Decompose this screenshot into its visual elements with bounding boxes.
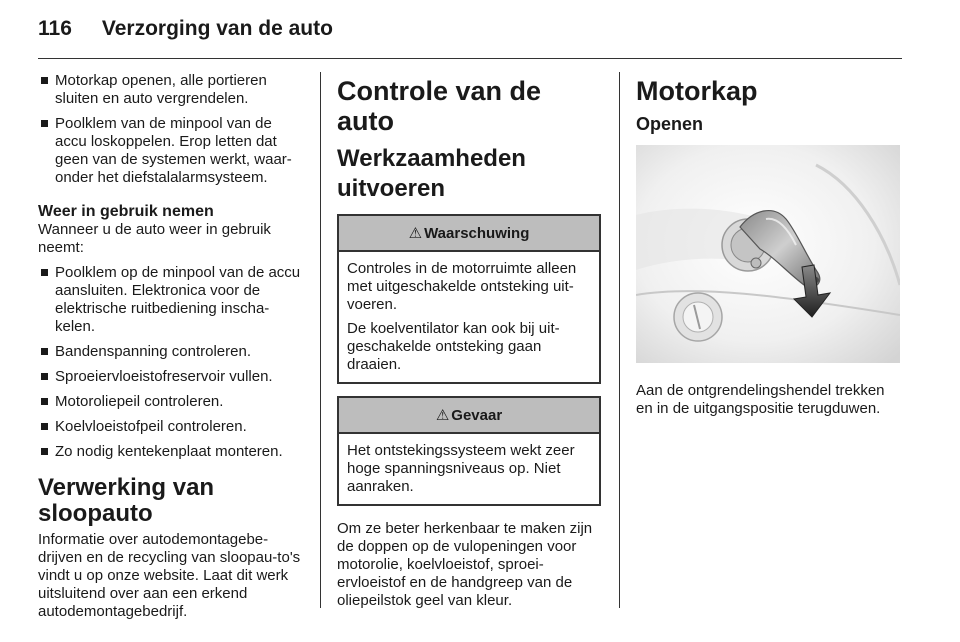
list-item: Motoroliepeil controleren.: [38, 393, 304, 411]
list-item: Poolklem op de minpool van de accu aansluiten. Elektronica voor de elektrische ruitbediening inscha-kelen.: [38, 264, 304, 336]
reuse-intro: Wanneer u de auto weer in gebruik neemt:: [38, 221, 271, 256]
warning-icon: ⚠: [435, 407, 450, 424]
header-rule: [38, 58, 902, 59]
warning-text: Controles in de motorruimte alleen met uitgeschakelde ontsteking uit-voeren.: [347, 260, 577, 313]
column-divider: [619, 72, 620, 608]
column-right: [636, 72, 902, 418]
list-item: Poolklem van de minpool van de accu loskoppelen. Erop letten dat geen van de systemen werkt, waar-onder het diefstalalarmsysteem.: [38, 115, 304, 187]
warning-text: De koelventilator kan ook bij uit-geschakelde ontsteking gaan draaien.: [347, 320, 560, 373]
section-subtitle: Werkzaamheden uitvoeren: [337, 145, 526, 202]
scrap-text: Informatie over autodemontagebe-drijven en de recycling van sloopau-to's vindt u op onze website. Laat dit werk uitsluitend over aan een erkend autodemontagebedrijf.: [38, 531, 301, 620]
section-heading-reuse: Weer in gebruik nemen: [38, 203, 214, 220]
warning-icon: ⚠: [408, 225, 423, 242]
list-item: Motorkap openen, alle portieren sluiten en auto vergrendelen.: [38, 72, 304, 108]
list-item: Bandenspanning controleren.: [38, 343, 304, 361]
column-divider: [320, 72, 321, 608]
warning-label: Waarschuwing: [424, 224, 530, 242]
figure-caption: Aan de ontgrendelingshendel trekken en in de uitgangspositie terugduwen.: [636, 382, 885, 417]
column-left: [38, 72, 304, 621]
section-heading-scrap: Verwerking van sloopauto: [38, 474, 215, 527]
section-title: Controle van de auto: [337, 76, 542, 136]
warning-header: [339, 216, 599, 252]
danger-box: [337, 396, 601, 506]
hood-release-illustration: [636, 145, 900, 363]
page-header: [38, 17, 333, 47]
section-subtitle: Openen: [636, 114, 704, 134]
body-text: Om ze beter herkenbaar te maken zijn de doppen op de vulopeningen voor motorolie, koelvloeistof, sproei-ervloeistof en de handgreep van de oliepeilstok geel van kleur.: [337, 520, 593, 609]
list-item: Koelvloeistofpeil controleren.: [38, 418, 304, 436]
danger-header: [339, 398, 599, 434]
list-item: Sproeiervloeistofreservoir vullen.: [38, 368, 304, 386]
danger-text: Het ontstekingssysteem wekt zeer hoge spanningsniveaus op. Niet aanraken.: [347, 442, 575, 495]
section-title: Motorkap: [636, 76, 758, 106]
column-middle: [337, 72, 601, 610]
danger-label: Gevaar: [451, 406, 503, 424]
list-item: Zo nodig kentekenplaat monteren.: [38, 443, 304, 461]
warning-box: [337, 214, 601, 384]
page-number: 116: [38, 17, 72, 40]
chapter-title: Verzorging van de auto: [101, 17, 333, 40]
